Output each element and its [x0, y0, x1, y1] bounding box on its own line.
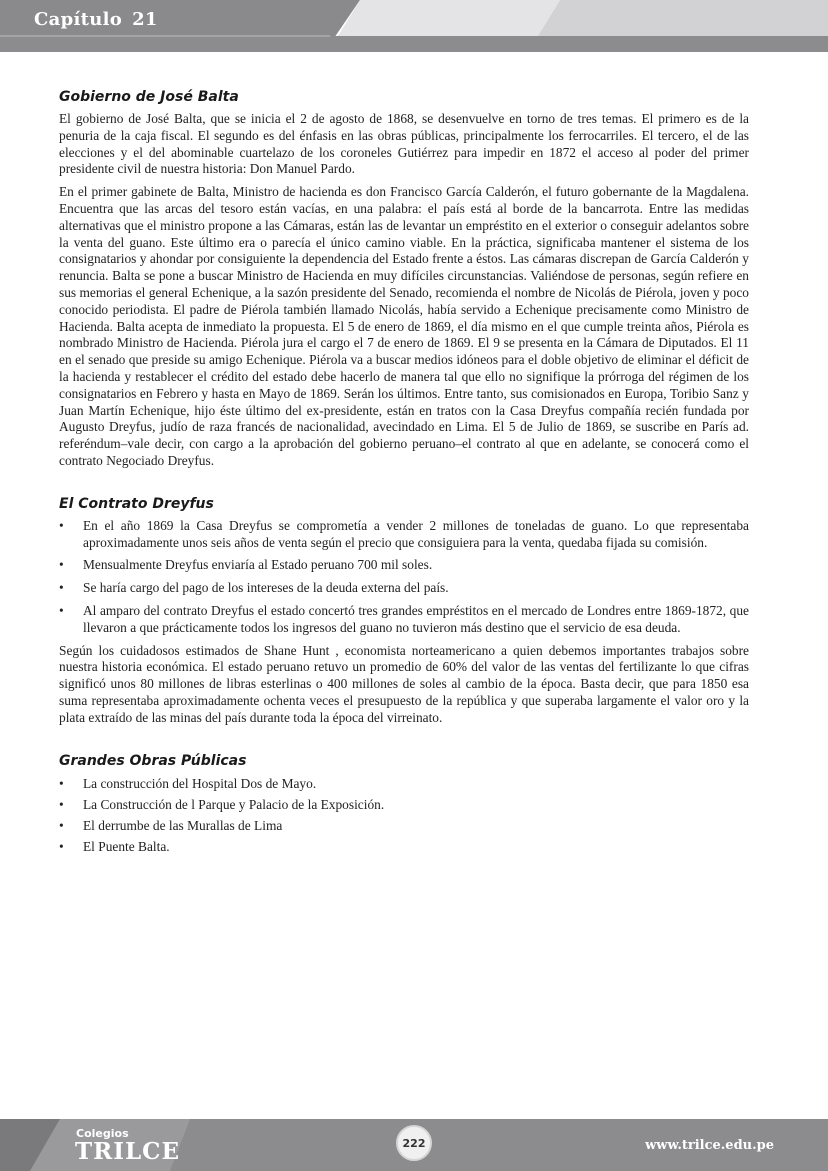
list-item: • Mensualmente Dreyfus enviaría al Estado peruano 700 mil soles. [59, 557, 433, 573]
bullet-icon: • [59, 557, 64, 573]
bullet-icon: • [59, 517, 64, 533]
list-item: • En el año 1869 la Casa Dreyfus se comprometía a vender 2 millones de toneladas de guano. Lo que representaba aproximadamente unos seis años de venta según el precio que consiguiera para la venta, quedaba fijada su comisión. [59, 517, 749, 550]
page-number-badge [396, 1125, 432, 1161]
chapter-number: 21 [132, 9, 158, 30]
list-item: • Al amparo del contrato Dreyfus el estado concertó tres grandes empréstitos en el mercado de Londres entre 1869-1872, que llevaron a que prácticamente todos los ingresos del guano no tuvieron más destino que el servicio de esa deuda. [59, 602, 749, 635]
bullet-icon: • [59, 796, 64, 812]
brand-subtitle: Colegios [76, 1127, 129, 1140]
bullet-icon: • [59, 602, 64, 618]
chapter-label: Capítulo [34, 9, 123, 30]
balta-paragraph-2: En el primer gabinete de Balta, Ministro de hacienda es don Francisco García Calderón, el futuro gobernante de la Magdalena. Encuentra que las arcas del tesoro están vacías, en una palabra: el país está al borde de la bancarrota. Entre las medidas alternativas que el ministro propone a las Cámaras, están las de levantar un empréstito en el exterior o conseguir adelantos sobre la venta del guano. Este último era o parecía el único camino viable. En la práctica, significaba mantener el sistema de los consignatarios y ahondar por consiguiente la dependencia del Estado frente a éstos. Las cámaras discrepan de García Calderón y renuncia. Balta se pone a buscar Ministro de Hacienda en muy difíciles circunstancias. Valiéndose de personas, según refiere en sus memorias el general Echenique, a la sazón presidente del Senado, recomienda el nombre de Nicolás de Piérola, joven y poco conocido periodista. El padre de Piérola también llamado Nicolás, había servido a Echenique precisamente como Ministro de Hacienda. Balta acepta de inmediato la propuesta. El 5 de enero de 1869, el día mismo en el que cumple treinta años, Piérola es nombrado Ministro de Hacienda. Piérola jura el cargo el 7 de enero de 1869. El 9 se presenta en la Cámara de Diputados. El 11 en el senado que preside su amigo Echenique. Piérola va a buscar medios idóneos para el doble objetivo de eliminar el déficit de la hacienda y restablecer el crédito del estado debe hacerlo de manera tal que ello no signifique la prórroga del régimen de los consignatarios en Febrero y hasta en Mayo de 1869. Serán los últimos. Entre tanto, sus comisionados en Europa, Toribio Sanz y Juan Martín Echenique, hijo éste último del ex-presidente, están en tratos con la Casa Dreyfus compañía recién fundada por Augusto Dreyfus, judío de raza francés de nacionalidad, avecindado en Lima. El 5 de Julio de 1869, se suscribe en París ad. referéndum–vale decir, con cargo a la aprobación del gobierno peruano–el contrato al que en adelante, se conocerá como el contrato Negociado Dreyfus. [59, 184, 749, 468]
brand-logo: TRILCE [75, 1138, 180, 1165]
page-header [0, 0, 828, 52]
dreyfus-paragraph: Según los cuidadosos estimados de Shane Hunt , economista norteamericano a quien debemos importantes trabajos sobre nuestra historia económica. El estado peruano retuvo un promedio de 60% del valor de las ventas del fertilizante lo que cifras significó unos 80 millones de libras esterlinas o 400 millones de soles al cambio de la época. Basta decir, que para 1850 esa suma representaba aproximadamente ochenta veces el presupuesto de la república y que superaba largamente el valor oro y la plata extraído de las minas del país durante toda la época del virreinato. [59, 642, 749, 725]
page-number: 222 [402, 1136, 426, 1150]
list-item: • El derrumbe de las Murallas de Lima [59, 817, 283, 833]
bullet-icon: • [59, 775, 64, 791]
chapter-heading [34, 9, 158, 30]
list-item: • El Puente Balta. [59, 838, 170, 854]
section-title-obras: Grandes Obras Públicas [59, 752, 247, 769]
section-title-dreyfus: El Contrato Dreyfus [59, 495, 214, 512]
balta-paragraph-1: El gobierno de José Balta, que se inicia el 2 de agosto de 1868, se desenvuelve en torno de tres temas. El primero es de la penuria de la caja fiscal. El segundo es del énfasis en las obras públicas, principalmente los ferrocarriles. El tercero, el de las elecciones y el del abominable cuartelazo de los coroneles Gutiérrez para impedir en 1872 el acceso al poder del primer presidente civil de nuestra historia: Don Manuel Pardo. [59, 111, 749, 177]
website-link[interactable]: www.trilce.edu.pe [645, 1138, 774, 1153]
bullet-icon: • [59, 838, 64, 854]
obras-bullet-list [59, 775, 749, 855]
section-title-balta: Gobierno de José Balta [59, 89, 239, 105]
bullet-icon: • [59, 817, 64, 833]
page-footer [0, 1119, 828, 1171]
bullet-icon: • [59, 580, 64, 596]
list-item: • Se haría cargo del pago de los intereses de la deuda externa del país. [59, 580, 449, 596]
dreyfus-bullet-list [59, 518, 749, 637]
list-item: • La construcción del Hospital Dos de Mayo. [59, 775, 317, 791]
page-content [59, 89, 749, 859]
list-item: • La Construcción de l Parque y Palacio de la Exposición. [59, 796, 385, 812]
